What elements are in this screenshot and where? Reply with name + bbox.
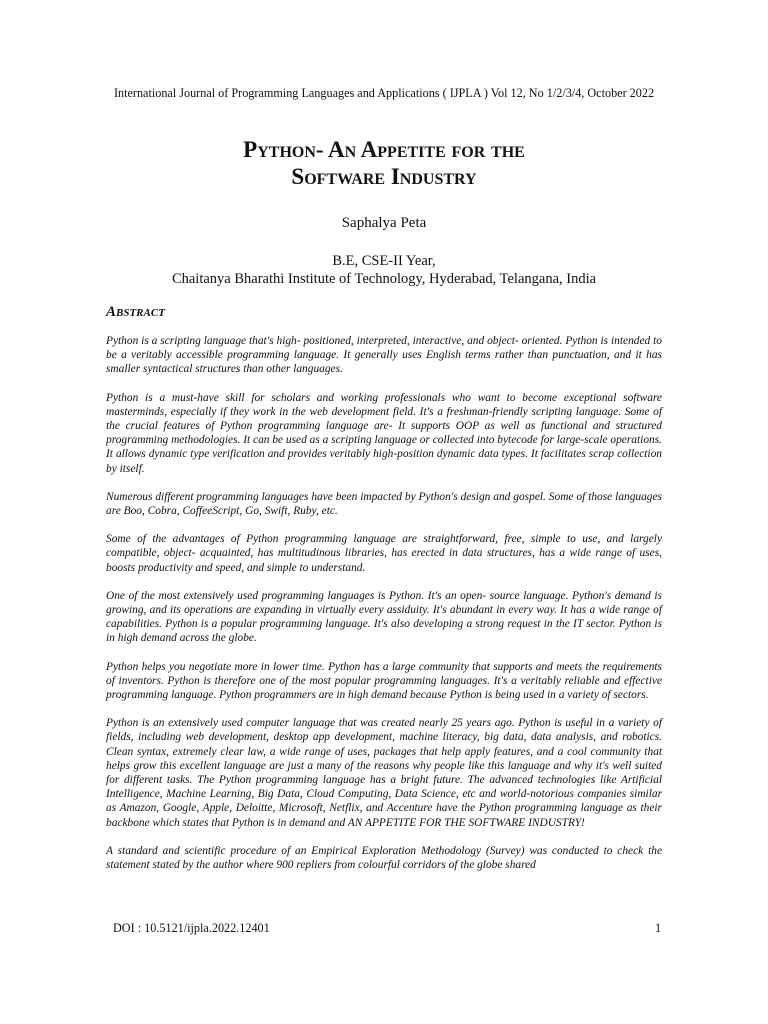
abstract-paragraph: A standard and scientific procedure of an Empirical Exploration Methodology (Survey) was conducted to check the statement stated by the author where 900 repliers from colourful corridors of the globe shared [106,844,662,872]
affiliation-line-1: B.E, CSE-II Year, [332,253,436,269]
abstract-paragraph: Python helps you negotiate more in lower time. Python has a large community that supports and meets the requirements of inventors. Python is therefore one of the most popular programming languages. It's a veritably reliable and effective programming language. Python programmers are in high demand because Python is being used in a variety of sectors. [106,660,662,702]
abstract-paragraph: Python is a must-have skill for scholars and working professionals who want to become exceptional software masterminds, especially if they work in the web development field. It's a freshman-friendly scripting language. Some of the crucial features of Python programming language are- It supports OOP as well as functional and structured programming methodologies. It can be used as a scripting language or collected into bytecode for large-scale operations. It allows dynamic type verification and provides veritably high-position dynamic data types. It facilitates scrap collection by itself. [106,391,662,475]
affiliation-line-2: Chaitanya Bharathi Institute of Technology, Hyderabad, Telangana, India [171,271,597,287]
abstract-paragraph: Numerous different programming languages have been impacted by Python's design and gospel. Some of those languages are Boo, Cobra, CoffeeScript, Go, Swift, Ruby, etc. [106,490,662,518]
running-header: International Journal of Programming Languages and Applications ( IJPLA ) Vol 12, No 1/2/3/4, October 2022 [113,86,655,100]
author-name: Saphalya Peta [341,215,427,231]
paper-title-line-1: Python- An Appetite for the [243,137,525,162]
abstract-paragraph: One of the most extensively used programming languages is Python. It's an open- source language. Python's demand is growing, and its operations are expanding in virtually every assiduity. It's abundant in every way. It has a wide range of capabilities. Python is a popular programming language. It's also developing a strong request in the IT sector. Python is in high demand across the globe. [106,589,662,645]
footer-doi: DOI : 10.5121/ijpla.2022.12401 [113,921,270,935]
abstract-heading: Abstract [106,304,165,320]
abstract-paragraph: Some of the advantages of Python programming language are straightforward, free, simple to use, and largely compatible, object- acquainted, has multitudinous libraries, has erected in data structures, has a wide range of uses, boosts productivity and speed, and simple to understand. [106,533,662,574]
abstract-paragraph: Python is an extensively used computer language that was created nearly 25 years ago. Python is useful in a variety of fields, including web development, desktop app development, machine literacy, big data, data analysis, and robotics. Clean syntax, extremely clear law, a wide range of uses, packages that help apply features, and a cool community that helps grow this excellent language are just a many of the reasons why people like this language and why it's well suited for different tasks. The Python programming language has a bright future. The advanced technologies like Artificial Intelligence, Machine Learning, Big Data, Cloud Computing, Data Science, etc and world-notorious companies similar as Amazon, Google, Apple, Deloitte, Microsoft, Netflix, and Accenture have the Python programming language as their backbone which states that Python is in demand and AN APPETITE FOR THE SOFTWARE INDUSTRY! [106,717,662,829]
paper-title-line-2: Software Industry [291,164,477,189]
abstract-body [106,334,662,886]
page-number: 1 [655,921,662,935]
paper-title [0,136,768,190]
author-affiliation [0,252,768,288]
abstract-paragraph: Python is a scripting language that's high- positioned, interpreted, interactive, and object- oriented. Python is intended to be a veritably accessible programming language. It generally uses English terms rather than punctuation, and it has smaller syntactical structures than other languages. [106,335,662,376]
